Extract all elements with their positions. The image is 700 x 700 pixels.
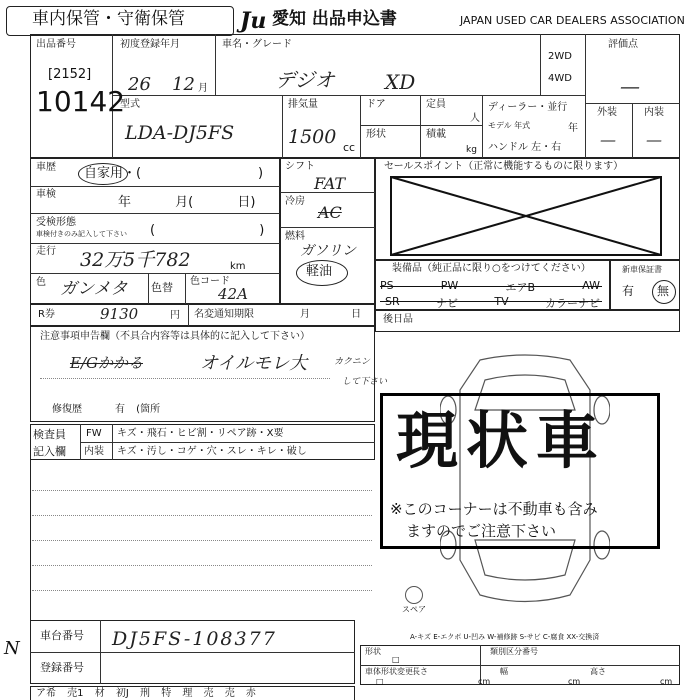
equipment-row1 xyxy=(380,279,600,295)
load-unit: kg xyxy=(466,145,477,155)
ac-label: 冷房 xyxy=(285,196,305,207)
history-label: 車歴 xyxy=(36,162,56,173)
width-unit: cm xyxy=(568,677,581,686)
color-code: 42A xyxy=(218,285,248,303)
rating-exterior-label: 外装 xyxy=(597,107,617,118)
mileage-value: 32万5千782 xyxy=(80,249,191,271)
mileage-label: 走行 xyxy=(36,246,56,257)
sales-points-label: セールスポイント（正常に機能するものに限ります） xyxy=(384,161,624,172)
model-name: デジオ xyxy=(275,68,335,92)
recycle-value: 9130 xyxy=(100,305,139,323)
registration-month: 12 xyxy=(172,74,195,95)
dealer-handle: ハンドル 左・右 xyxy=(488,142,562,153)
inspector-fw-items: キズ・飛石・ヒビ割・リペア跡・X要 xyxy=(117,428,284,439)
equipment-pw: PW xyxy=(440,279,459,292)
equipment-strike1 xyxy=(380,286,602,287)
color-value: ガンメタ xyxy=(60,279,128,299)
color-change-label: 色替 xyxy=(151,281,173,294)
history-value: 自家用・( xyxy=(84,166,142,181)
notice-line1: ※このコーナーは不動車も含み xyxy=(390,500,598,518)
displacement-value: 1500 xyxy=(288,126,337,148)
acceptance-text: ( ) xyxy=(150,223,265,238)
warranty-yes: 有 xyxy=(622,284,635,298)
rating-exterior: — xyxy=(600,130,616,149)
inspection-label: 車検 xyxy=(36,189,56,200)
mileage-unit: km xyxy=(230,261,246,272)
load-label: 積載 xyxy=(426,129,446,140)
acceptance-note: 車検付きのみ記入して下さい xyxy=(36,230,127,238)
length-unit: cm xyxy=(478,677,491,686)
fuel-value2: 軽油 xyxy=(306,264,333,279)
history-close: ) xyxy=(258,166,264,181)
capacity-label: 定員 xyxy=(426,99,446,110)
registration-label: 初度登録年月 xyxy=(120,39,180,50)
spare-circle xyxy=(405,586,423,604)
shift-value: FAT xyxy=(314,174,346,193)
rating-interior: — xyxy=(646,130,662,149)
rating-label: 評価点 xyxy=(608,39,638,50)
length-label: 長さ xyxy=(412,667,428,676)
equipment-ps: PS xyxy=(380,279,394,292)
class-label: 類別区分番号 xyxy=(490,647,538,656)
name-change-text: 月 日 xyxy=(300,309,362,320)
doors-shape-label: 形状 xyxy=(366,129,386,140)
equipment-tv: TV xyxy=(494,295,509,308)
equipment-color-navi: カラーナビ xyxy=(544,297,600,310)
repair-text: 有 (箇所 xyxy=(115,404,161,415)
inspector-label2: 記入欄 xyxy=(33,445,66,458)
inspection-text: 年 月( 日) xyxy=(118,195,256,210)
chassis-value: DJ5FS-108377 xyxy=(112,628,277,650)
type-value: LDA-DJ5FS xyxy=(125,122,235,144)
model-grade: XD xyxy=(385,70,416,94)
ju-logo: Ju xyxy=(240,8,267,34)
spare-label: スペア xyxy=(402,605,426,614)
change-symbol: □ xyxy=(376,677,384,686)
notes-side2: して下さい xyxy=(342,377,388,387)
registration-month-unit: 月 xyxy=(198,83,208,94)
shift-label: シフト xyxy=(285,161,315,172)
inspector-label1: 検査員 xyxy=(33,428,66,441)
change-label: 車体形状変更 xyxy=(365,667,413,676)
diagram-legend: A-キズ E-エクボ U-凹み W-補修跡 S-サビ C-腐食 XX-交換済 xyxy=(410,633,600,641)
drive-4wd: 4WD xyxy=(548,73,572,84)
notice-line2: ますのでご注意下さい xyxy=(406,522,557,540)
registration-year: 26 xyxy=(128,74,151,95)
brand-title: 愛知 出品申込書 xyxy=(272,9,397,29)
equipment-sr: SR xyxy=(385,295,400,308)
drive-2wd: 2WD xyxy=(548,51,572,62)
notes-struck: E/Gかかる xyxy=(70,354,143,372)
dealer-line1: ディーラー・並行 xyxy=(488,102,568,113)
chassis-label: 車台番号 xyxy=(40,629,84,642)
model-name-label: 車名・グレード xyxy=(222,39,292,50)
inspector-int-items: キズ・汚し・コゲ・穴・スレ・キレ・破し xyxy=(117,446,307,457)
width-label: 幅 xyxy=(500,667,508,676)
displacement-label: 排気量 xyxy=(288,99,318,110)
ac-value: AC xyxy=(318,203,342,222)
equipment-strike2 xyxy=(380,301,602,302)
name-change-label: 名変通知期限 xyxy=(194,309,254,320)
color-code-label: 色コード xyxy=(190,276,230,287)
brand-english: JAPAN USED CAR DEALERS ASSOCIATION xyxy=(460,14,685,27)
inspector-int: 内装 xyxy=(84,446,104,457)
warranty-label: 新車保証書 xyxy=(622,265,662,274)
fuel-label: 燃料 xyxy=(285,231,305,242)
type-label: 型式 xyxy=(120,99,140,110)
recycle-label: R券 xyxy=(38,309,55,320)
bottom-row: ア希 売1 材 初J 刑 特 理 売 売 赤 xyxy=(36,688,256,699)
equipment-label: 装備品（純正品に限り○をつけてください） xyxy=(392,263,591,274)
fuel-value1: ガソリン xyxy=(300,243,356,259)
rating-interior-label: 内装 xyxy=(644,107,664,118)
displacement-unit: cc xyxy=(343,141,356,154)
sales-points-crossout xyxy=(390,176,662,256)
dealer-line2: モデル 年式 xyxy=(488,121,531,130)
rear-frame xyxy=(375,310,680,332)
equipment-navi: ナビ xyxy=(436,297,458,310)
equipment-aw: AW xyxy=(582,279,600,292)
color-label: 色 xyxy=(36,277,46,288)
doors-label: ドア xyxy=(366,99,386,110)
shape-symbol: □ xyxy=(392,655,400,664)
notes-side1: カクニン xyxy=(334,357,370,367)
inspector-fw: FW xyxy=(86,428,102,439)
height-unit: cm xyxy=(660,677,673,686)
equipment-airbag: エアB xyxy=(505,281,535,294)
lot-number: 10142 xyxy=(36,85,126,118)
notes-text: オイルモレ大 xyxy=(200,353,308,374)
lot-sub-number: [2152] xyxy=(48,67,92,82)
warranty-no: 無 xyxy=(657,284,670,298)
lot-label: 出品番号 xyxy=(36,39,76,50)
rear-label: 後日品 xyxy=(383,314,413,325)
dealer-year-unit: 年 xyxy=(568,123,578,134)
notes-label: 注意事項申告欄（不具合内容等は具体的に記入して下さい） xyxy=(40,331,310,342)
acceptance-label: 受検形態 xyxy=(36,217,76,228)
shape-label: 形状 xyxy=(365,647,381,656)
height-label: 高さ xyxy=(590,667,606,676)
rating-value: — xyxy=(620,74,640,98)
equipment-row2 xyxy=(385,295,600,311)
recycle-unit: 円 xyxy=(170,310,180,321)
capacity-unit: 人 xyxy=(470,113,480,124)
repair-label: 修復歴 xyxy=(52,404,82,415)
storage-label: 車内保管・守衛保管 xyxy=(32,9,185,29)
margin-mark: N xyxy=(4,638,20,659)
reg-label: 登録番号 xyxy=(40,661,84,674)
notice-title: 現状車 xyxy=(396,404,607,477)
